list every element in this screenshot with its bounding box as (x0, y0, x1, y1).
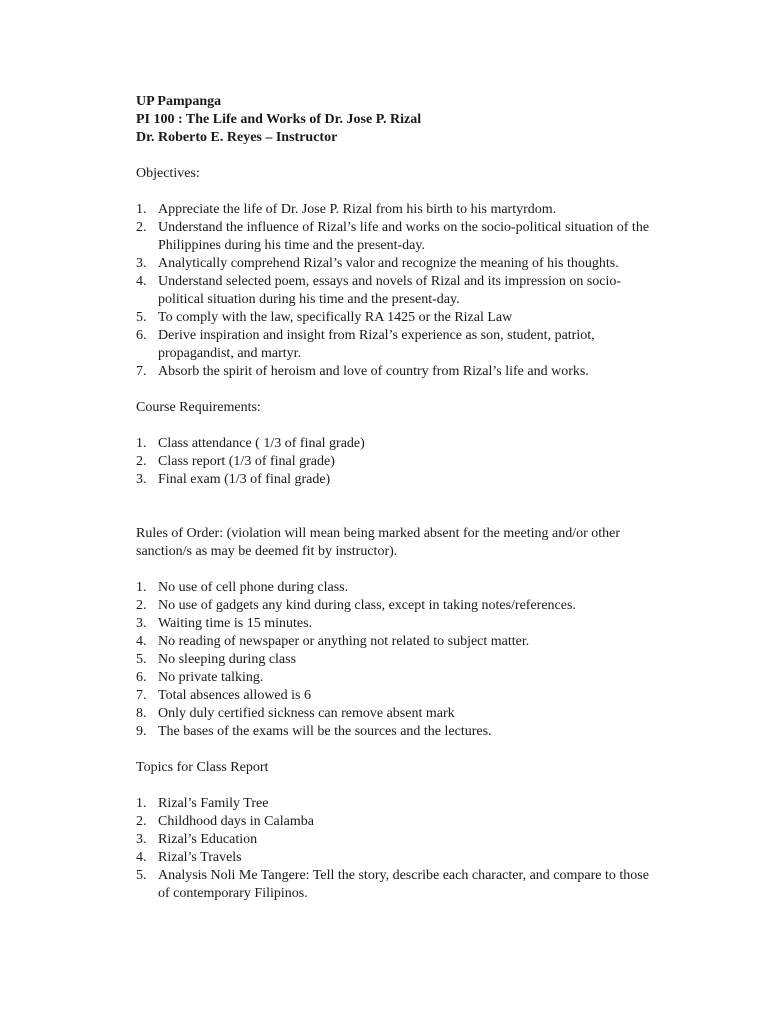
list-number: 2. (136, 220, 147, 235)
list-text: Rizal’s Travels (158, 850, 242, 865)
list-item (136, 309, 656, 327)
list-item (136, 849, 656, 867)
list-text: No reading of newspaper or anything not related to subject matter. (158, 634, 530, 649)
list-text: Class attendance ( 1/3 of final grade) (158, 436, 365, 451)
list-text: Final exam (1/3 of final grade) (158, 472, 331, 487)
list-text: Absorb the spirit of heroism and love of country from Rizal’s life and works. (158, 364, 589, 379)
list-number: 4. (136, 850, 147, 865)
list-text: Childhood days in Calamba (158, 814, 314, 829)
list-item (136, 867, 656, 903)
list-text: Class report (1/3 of final grade) (158, 454, 335, 469)
list-item (136, 453, 656, 471)
list-number: 3. (136, 472, 147, 487)
list-text: No private talking. (158, 670, 264, 685)
list-text: Rizal’s Family Tree (158, 796, 269, 811)
list-text: No use of gadgets any kind during class, except in taking notes/references. (158, 598, 576, 613)
list-number: 1. (136, 796, 147, 811)
list-item (136, 687, 656, 705)
topics-list (136, 795, 656, 903)
list-text: Only duly certified sickness can remove absent mark (158, 706, 455, 721)
list-text: Waiting time is 15 minutes. (158, 616, 313, 631)
rules-list (136, 579, 656, 741)
document-page (136, 93, 656, 903)
list-text: No use of cell phone during class. (158, 580, 349, 595)
list-text: Understand the influence of Rizal’s life and works on the socio-political situation of the Philippines during his time and the present-day. (158, 220, 650, 253)
list-item (136, 705, 656, 723)
list-item (136, 363, 656, 381)
list-number: 8. (136, 706, 147, 721)
list-text: Analytically comprehend Rizal’s valor and recognize the meaning of his thoughts. (158, 256, 619, 271)
list-number: 5. (136, 868, 147, 883)
requirements-list (136, 435, 656, 489)
list-item (136, 579, 656, 597)
objectives-list (136, 201, 656, 381)
list-number: 6. (136, 328, 147, 343)
objectives-heading: Objectives: (136, 166, 200, 181)
list-number: 5. (136, 652, 147, 667)
list-item (136, 273, 656, 309)
list-text: Total absences allowed is 6 (158, 688, 311, 703)
list-item (136, 201, 656, 219)
list-item (136, 651, 656, 669)
list-item (136, 597, 656, 615)
list-item (136, 219, 656, 255)
list-number: 9. (136, 724, 147, 739)
list-text: Analysis Noli Me Tangere: Tell the story, describe each character, and compare to those of contemporary Filipinos. (158, 868, 649, 901)
list-number: 2. (136, 814, 147, 829)
list-text: No sleeping during class (158, 652, 297, 667)
list-number: 2. (136, 454, 147, 469)
list-number: 4. (136, 634, 147, 649)
list-number: 3. (136, 832, 147, 847)
list-number: 1. (136, 436, 147, 451)
list-number: 7. (136, 364, 147, 379)
list-number: 2. (136, 598, 147, 613)
list-item (136, 435, 656, 453)
list-item (136, 723, 656, 741)
list-number: 6. (136, 670, 147, 685)
course-title: PI 100 : The Life and Works of Dr. Jose P. Rizal (136, 112, 422, 127)
list-item (136, 669, 656, 687)
list-number: 4. (136, 274, 147, 289)
list-item (136, 327, 656, 363)
instructor-name: Dr. Roberto E. Reyes – Instructor (136, 130, 338, 145)
institution-name: UP Pampanga (136, 94, 222, 109)
list-text: Appreciate the life of Dr. Jose P. Rizal from his birth to his martyrdom. (158, 202, 557, 217)
list-text: Derive inspiration and insight from Rizal’s experience as son, student, patriot, propagandist, and martyr. (158, 328, 595, 361)
list-item (136, 831, 656, 849)
list-item (136, 813, 656, 831)
list-item (136, 633, 656, 651)
list-text: Understand selected poem, essays and novels of Rizal and its impression on socio-political situation during his time and the present-day. (158, 274, 622, 307)
list-text: Rizal’s Education (158, 832, 258, 847)
list-text: The bases of the exams will be the sources and the lectures. (158, 724, 492, 739)
list-number: 3. (136, 256, 147, 271)
list-number: 3. (136, 616, 147, 631)
list-number: 1. (136, 202, 147, 217)
list-item (136, 795, 656, 813)
requirements-heading: Course Requirements: (136, 400, 261, 415)
list-item (136, 615, 656, 633)
list-number: 7. (136, 688, 147, 703)
rules-intro: Rules of Order: (violation will mean being marked absent for the meeting and/or other sanction/s as may be deemed fit by instructor). (136, 526, 621, 559)
list-text: To comply with the law, specifically RA 1425 or the Rizal Law (158, 310, 513, 325)
list-item (136, 471, 656, 489)
list-item (136, 255, 656, 273)
list-number: 5. (136, 310, 147, 325)
topics-heading: Topics for Class Report (136, 760, 269, 775)
list-number: 1. (136, 580, 147, 595)
